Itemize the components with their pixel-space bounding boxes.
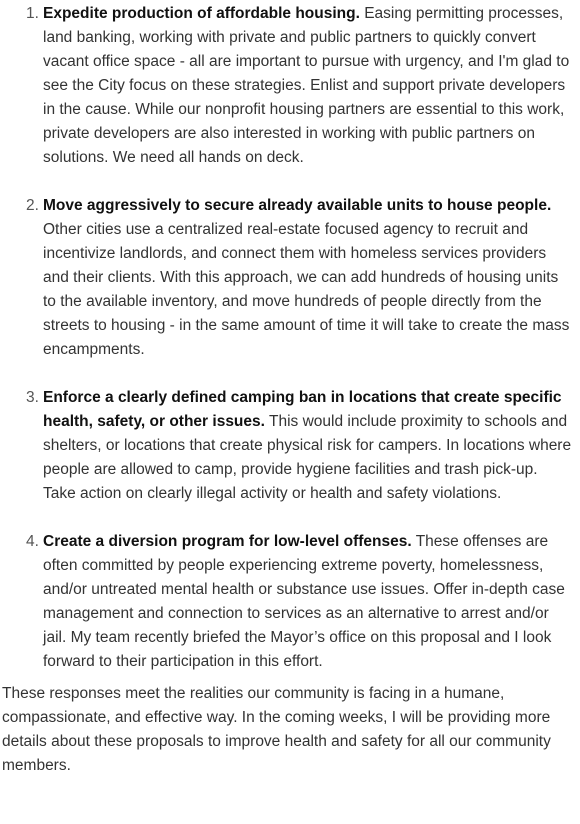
proposal-item-4 <box>2 530 572 674</box>
proposal-body: These offenses are often committed by people experiencing extreme poverty, homelessness, and/or untreated mental health or substance use issues. Offer in-depth case management and connection to services as an alternative to arrest and/or jail. My team recently briefed the Mayor’s office on this proposal and I look forward to their participation in this effort. <box>43 533 565 670</box>
proposal-item-2 <box>2 194 572 362</box>
proposal-heading: Expedite production of affordable housing. <box>43 5 360 22</box>
proposal-list <box>2 2 572 674</box>
conclusion-paragraph: These responses meet the realities our community is facing in a humane, compassionate, and effective way. In the coming weeks, I will be providing more details about these proposals to improve health and safety for all our community members. <box>2 685 551 774</box>
proposal-body: This would include proximity to schools and shelters, or locations that create physical risk for campers. In locations where people are allowed to camp, provide hygiene facilities and trash pick-up. Take action on clearly illegal activity or health and safety violations. <box>43 413 572 502</box>
list-number: 3. <box>26 389 39 406</box>
proposal-heading: Create a diversion program for low-level offenses. <box>43 533 412 550</box>
proposal-item-3 <box>2 386 572 506</box>
proposal-heading: Enforce a clearly defined camping ban in locations that create specific health, safety, or other issues. <box>43 389 562 430</box>
list-number: 4. <box>26 533 39 550</box>
proposal-item-1 <box>2 2 572 170</box>
list-number: 1. <box>26 5 39 22</box>
proposal-body: Easing permitting processes, land banking, working with private and public partners to quickly convert vacant office space - all are important to pursue with urgency, and I'm glad to see the City focus on these strategies. Enlist and support private developers in the cause. While our nonprofit housing partners are essential to this work, private developers are also interested in working with public partners on solutions. We need all hands on deck. <box>43 5 570 166</box>
list-number: 2. <box>26 197 39 214</box>
proposal-body: Other cities use a centralized real-estate focused agency to recruit and incentivize landlords, and connect them with homeless services providers and their clients. With this approach, we can add hundreds of housing units to the available inventory, and move hundreds of people directly from the streets to housing - in the same amount of time it will take to create the mass encampments. <box>43 221 570 358</box>
proposal-heading: Move aggressively to secure already available units to house people. <box>43 197 552 214</box>
